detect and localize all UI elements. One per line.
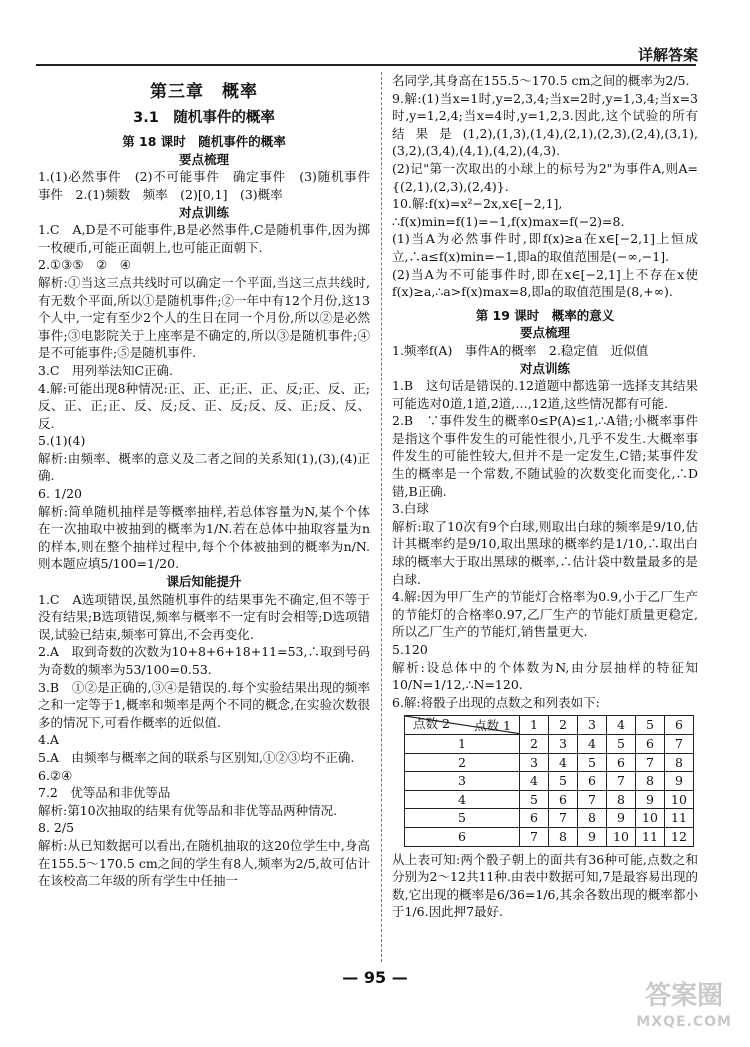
table-row xyxy=(405,753,694,772)
table-cell: 4 xyxy=(578,734,607,753)
table-cell: 10 xyxy=(607,827,636,846)
text-line: 3.B ①②是正确的,③④是错误的.每个实验结果出现的频率之和一定等于1,概率和频率是两个不同的概念,在实验次数很多的情况下,可看作概率的近似值. xyxy=(38,679,370,730)
table-cell: 6 xyxy=(549,790,578,809)
subheading-key-points: 要点梳理 xyxy=(178,151,229,167)
table-cell: 5 xyxy=(578,753,607,772)
table-cell: 8 xyxy=(578,809,607,828)
text-line: 解析:设总体中的个体数为N,由分层抽样的特征知10/N=1/12,∴N=120. xyxy=(392,659,698,693)
table-cell: 10 xyxy=(665,790,694,809)
row-label: 4 xyxy=(405,790,520,809)
table-cell: 9 xyxy=(665,772,694,791)
subheading-practice: 对点训练 xyxy=(178,204,229,220)
text-line: 10.解:f(x)=x²−2x,x∈[−2,1], xyxy=(392,196,563,212)
table-cell: 7 xyxy=(607,772,636,791)
text-line: 解析:由频率、概率的意义及二者之间的关系知(1),(3),(4)正确. xyxy=(38,450,370,484)
text-line: 8. 2/5 xyxy=(38,820,75,836)
text-line: 从上表可知:两个骰子朝上的面共有36种可能,点数之和分别为2～12共11种.由表中数据可知,7是最容易出现的数,它出现的概率是6/36=1/6,其余各数出现的概率都小于1/6.因此押7最好. xyxy=(392,851,698,920)
text-line: 解析:从已知数据可以看出,在随机抽取的这20位学生中,身高在155.5～170.5 cm之间的学生有8人,频率为2/5,故可估计在该校高二年级的所有学生中任抽一 xyxy=(38,837,370,889)
table-cell: 3 xyxy=(520,753,549,772)
table-cell: 3 xyxy=(549,734,578,753)
text-line: 5.A 由频率与概率之间的联系与区别知,①②③均不正确. xyxy=(38,749,355,765)
header-top-label: 点数 1 xyxy=(474,718,511,734)
table-cell: 12 xyxy=(665,827,694,846)
table-cell: 6 xyxy=(636,734,665,753)
left-column xyxy=(38,72,383,890)
text-line: 1.C A,D是不可能事件,B是必然事件,C是随机事件,因为掷一枚硬币,可能正面朝上,也可能正面朝下. xyxy=(38,222,370,255)
table-cell: 8 xyxy=(636,772,665,791)
row-label: 5 xyxy=(405,809,520,828)
text-line: 名同学,其身高在155.5～170.5 cm之间的概率为2/5. xyxy=(392,73,690,88)
table-row xyxy=(405,790,694,809)
row-label: 3 xyxy=(405,772,520,791)
col-header: 1 xyxy=(520,716,549,735)
text-line: 5.120 xyxy=(392,642,428,657)
text-line: 6. 1/20 xyxy=(38,486,82,502)
text-line: 4.A xyxy=(38,732,59,748)
text-line: 3.白球 xyxy=(392,501,429,517)
table-header-row xyxy=(405,716,694,735)
table-row xyxy=(405,772,694,791)
table-cell: 9 xyxy=(578,827,607,846)
col-header: 4 xyxy=(607,716,636,735)
table-cell: 4 xyxy=(549,753,578,772)
watermark-logo xyxy=(636,983,732,1035)
table-corner-cell xyxy=(405,716,520,735)
table-cell: 7 xyxy=(520,827,549,846)
text-line: 9.解:(1)当x=1时,y=2,3,4;当x=2时,y=1,3,4;当x=3时,y=1,2,4;当x=4时,y=1,2,3.因此,这个试验的所有结果是(1,2),(1,3),(1,4),(2,1),(2,3),(2,4),(3,1),(3,2),(3,4),(4,1),(4,2),(4,3). xyxy=(392,90,698,159)
table-cell: 8 xyxy=(665,753,694,772)
table-cell: 11 xyxy=(665,809,694,828)
table-cell: 10 xyxy=(636,809,665,828)
table-cell: 2 xyxy=(520,734,549,753)
row-label: 2 xyxy=(405,753,520,772)
lesson-title: 第 18 课时 随机事件的概率 xyxy=(122,134,286,150)
table-cell: 7 xyxy=(549,809,578,828)
col-header: 5 xyxy=(636,716,665,735)
watermark-line2: MXQE.COM xyxy=(636,1014,732,1030)
lesson-title: 第 19 课时 概率的意义 xyxy=(475,307,615,323)
table-cell: 5 xyxy=(607,734,636,753)
text-line: 2.B ∵事件发生的概率0≤P(A)≤1,∴A错;小概率事件是指这个事件发生的可能性很小,几乎不发生.大概率事件发生的可能性较大,但并不是一定发生,C错;某事件发生的概率是一个常数,不随试验的次数变化而变化,∴D错,B正确. xyxy=(392,413,698,499)
table-cell: 9 xyxy=(607,809,636,828)
page-number: — 95 — xyxy=(342,968,408,987)
section-title: 3.1 随机事件的概率 xyxy=(133,109,275,126)
table-cell: 5 xyxy=(520,790,549,809)
subheading-practice: 对点训练 xyxy=(519,360,570,376)
right-column xyxy=(392,72,698,921)
table-cell: 7 xyxy=(665,734,694,753)
column-divider xyxy=(381,72,382,962)
subheading-after-class: 课后知能提升 xyxy=(166,574,242,590)
text-line: 解析:①当这三点共线时可以确定一个平面,当这三点共线时,有无数个平面,所以①是随机事件;②一年中有12个月份,这13个人中,一定有至少2个人的生日在同一个月份,所以②是必然事件;③电影院关于上座率是不确定的,所以③是随机事件;④是不可能事件;⑤是随机事件. xyxy=(38,274,370,361)
table-cell: 11 xyxy=(636,827,665,846)
table-cell: 7 xyxy=(636,753,665,772)
table-cell: 9 xyxy=(636,790,665,809)
col-header: 3 xyxy=(578,716,607,735)
text-line: 6.解:将骰子出现的点数之和列表如下: xyxy=(392,694,600,710)
table-cell: 8 xyxy=(607,790,636,809)
header-left-label: 点数 2 xyxy=(413,716,450,732)
table-row xyxy=(405,809,694,828)
subheading-key-points: 要点梳理 xyxy=(519,325,570,341)
table-cell: 8 xyxy=(549,827,578,846)
text-line: 3.C 用列举法知C正确. xyxy=(38,362,174,378)
table-cell: 6 xyxy=(520,809,549,828)
watermark-line1: 答案圈 xyxy=(645,981,724,1011)
text-line: 4.解:可能出现8种情况:正、正、正;正、正、反;正、反、正;反、正、正;正、反、反;反、正、反;反、反、正;反、反、反. xyxy=(38,380,370,431)
text-line: 解析:取了10次有9个白球,则取出白球的频率是9/10,估计其概率约是9/10,取出黑球的概率约是1/10,∴取出白球的概率大于取出黑球的概率,∴估计袋中数量最多的是白球. xyxy=(392,518,698,587)
table-row xyxy=(405,734,694,753)
text-line: (1)当A为必然事件时,即f(x)≥a在x∈[−2,1]上恒成立,∴a≤f(x)min=−1,即a的取值范围是(−∞,−1]. xyxy=(392,231,698,264)
dice-sum-table xyxy=(404,715,694,846)
text-line: (2)记"第一次取出的小球上的标号为2"为事件A,则A={(2,1),(2,3),(2,4)}. xyxy=(392,160,698,194)
text-line: 4.解:因为甲厂生产的节能灯合格率为0.9,小于乙厂生产的节能灯的合格率0.97,乙厂生产的节能灯质量更稳定,所以乙厂生产的节能灯,销售量更大. xyxy=(392,589,698,640)
text-line: 1.(1)必然事件 (2)不可能事件 确定事件 (3)随机事件 事件 2.(1)频数 频率 (2)[0,1] (3)概率 xyxy=(38,169,383,202)
header-rule xyxy=(36,64,696,66)
table-cell: 4 xyxy=(520,772,549,791)
text-line: 2.A 取到奇数的次数为10+8+6+18+11=53,∴取到号码为奇数的频率为53/100=0.53. xyxy=(38,644,370,677)
table-cell: 6 xyxy=(578,772,607,791)
text-line: 2.①③⑤ ② ④ xyxy=(38,257,131,273)
text-line: 5.(1)(4) xyxy=(38,433,86,449)
text-line: 7.2 优等品和非优等品 xyxy=(38,785,171,801)
text-line: 1.C A选项错误,虽然随机事件的结果事先不确定,但不等于没有结果;B选项错误,频率与概率不一定有时会相等;D选项错误,试验已结束,频率可算出,不会再变化. xyxy=(38,591,370,642)
text-line: 1.频率f(A) 事件A的概率 2.稳定值 近似值 xyxy=(392,342,649,358)
row-label: 1 xyxy=(405,734,520,753)
text-line: 解析:第10次抽取的结果有优等品和非优等品两种情况. xyxy=(38,802,338,818)
header-label: 详解答案 xyxy=(637,46,698,64)
text-line: 解析:简单随机抽样是等概率抽样,若总体容量为N,某个个体在一次抽取中被抽到的概率为1/N.若在总体中抽取容量为n的样本,则在整个抽样过程中,每个个体被抽到的概率为n/N.则本题应填5/100=1/20. xyxy=(38,503,370,572)
table-cell: 7 xyxy=(578,790,607,809)
row-label: 6 xyxy=(405,827,520,846)
table-cell: 5 xyxy=(549,772,578,791)
text-line: ∴f(x)min=f(1)=−1,f(x)max=f(−2)=8. xyxy=(392,213,625,229)
text-line: 6.②④ xyxy=(38,767,73,783)
chapter-title: 第三章 概率 xyxy=(150,82,258,102)
col-header: 2 xyxy=(549,716,578,735)
table-row xyxy=(405,827,694,846)
col-header: 6 xyxy=(665,716,694,735)
text-line: 1.B 这句话是错误的.12道题中都选第一选择支其结果可能选对0道,1道,2道,…,12道,这些情况都有可能. xyxy=(392,378,698,411)
table-cell: 6 xyxy=(607,753,636,772)
text-line: (2)当A为不可能事件时,即在x∈[−2,1]上不存在x使f(x)≥a,∴a>f(x)max=8,即a的取值范围是(8,+∞). xyxy=(392,266,698,300)
